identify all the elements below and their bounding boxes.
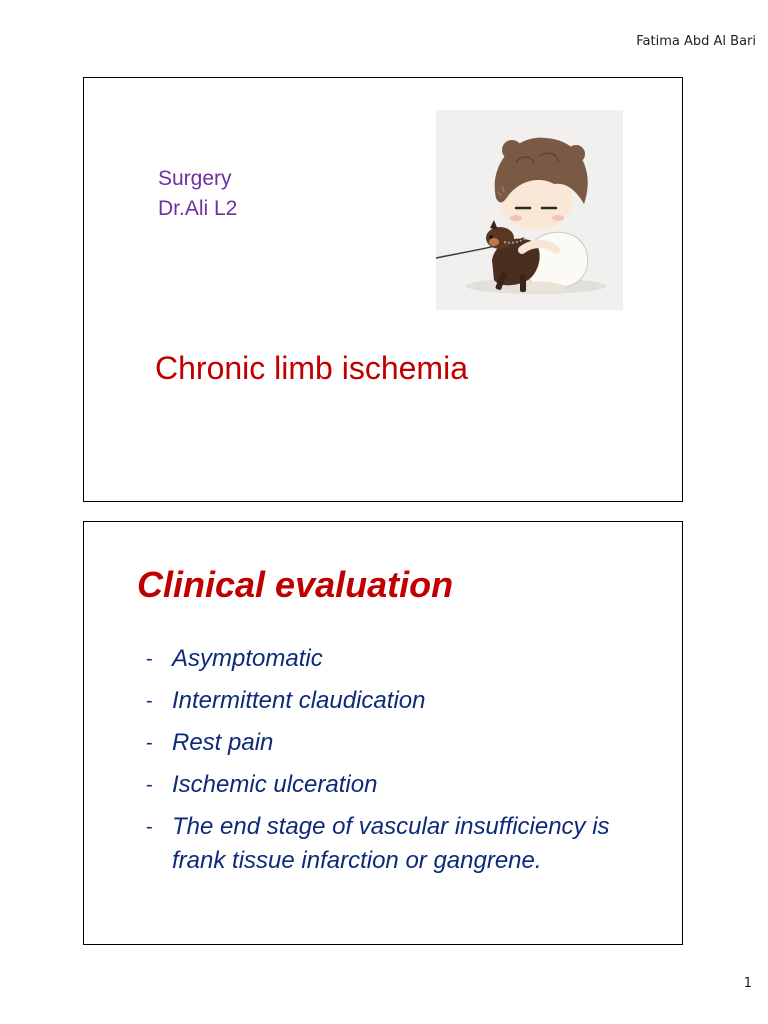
bullet-dash: -	[146, 732, 153, 754]
page-author-header: Fatima Abd Al Bari	[636, 34, 756, 49]
bullet-text: Ischemic ulceration	[172, 771, 378, 798]
slide-clinical-evaluation	[83, 521, 683, 945]
bullet-text: Intermittent claudication	[172, 687, 426, 714]
bullet-dash: -	[146, 648, 153, 670]
list-item	[146, 768, 642, 802]
slide-main-title: Chronic limb ischemia	[155, 350, 468, 386]
course-meta	[158, 164, 237, 224]
list-item	[146, 684, 642, 718]
bullet-dash: -	[146, 690, 153, 712]
list-item	[146, 642, 642, 676]
lecturer-label: Dr.Ali L2	[158, 197, 238, 220]
slide-title	[83, 77, 683, 502]
bullet-dash: -	[146, 816, 153, 838]
list-item	[146, 810, 642, 878]
bullet-list	[146, 642, 642, 886]
illustration-graphic	[436, 110, 623, 310]
bullet-text: The end stage of vascular insufficiency is frank tissue infarction or gangrene.	[172, 813, 610, 874]
bullet-text: Asymptomatic	[172, 645, 323, 672]
bullet-dash: -	[146, 774, 153, 796]
subject-label: Surgery	[158, 167, 232, 190]
slide-heading: Clinical evaluation	[137, 564, 454, 605]
chibi-boy-with-dog-illustration	[436, 110, 623, 310]
list-item	[146, 726, 642, 760]
page-number: 1	[743, 976, 752, 991]
bullet-text: Rest pain	[172, 729, 274, 756]
